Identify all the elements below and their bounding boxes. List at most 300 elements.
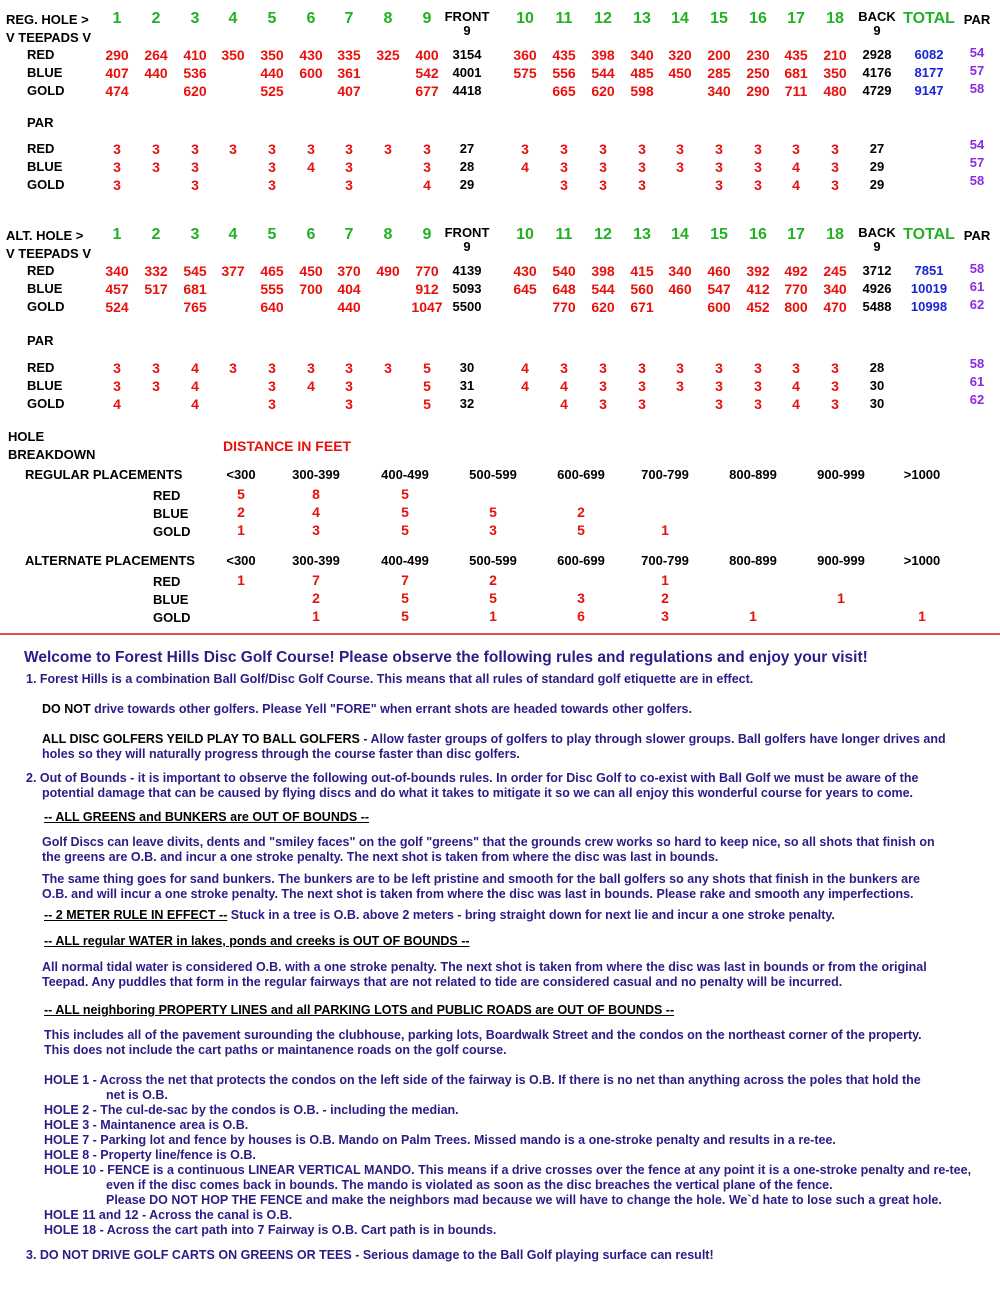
distance-cell: 415 — [630, 263, 654, 279]
count-cell: 4 — [312, 504, 320, 520]
regular-hole-header: REG. HOLE > — [6, 12, 89, 27]
par-cell: 3 — [754, 177, 762, 193]
distance-cell: 700 — [299, 281, 323, 297]
greens-text-2: the greens are O.B. and incur a one stroke penalty. The next shot is taken from where the disc was last in bounds. — [42, 850, 719, 864]
alternate-placements-label: ALTERNATE PLACEMENTS — [25, 553, 195, 568]
distance-cell: 340 — [630, 47, 654, 63]
range-header: 700-799 — [641, 553, 689, 568]
back-nine-total: 4176 — [862, 65, 892, 80]
distance-cell: 465 — [260, 263, 284, 279]
distance-cell: 600 — [299, 65, 323, 81]
range-header: 600-699 — [557, 467, 605, 482]
par-cell: 3 — [423, 159, 431, 175]
par-cell: 3 — [423, 141, 431, 157]
par-tee-label-red: RED — [27, 360, 55, 375]
hole-number: 16 — [749, 10, 767, 27]
par-cell: 3 — [831, 378, 839, 394]
tee-label-gold: GOLD — [27, 299, 65, 314]
par-cell: 3 — [831, 141, 839, 157]
hole-1-rule-cont: net is O.B. — [106, 1088, 168, 1102]
distance-cell: 681 — [784, 65, 808, 81]
tee-label-red: RED — [27, 47, 55, 62]
count-cell: 2 — [312, 590, 320, 606]
distance-cell: 250 — [746, 65, 770, 81]
grand-total: 8177 — [914, 65, 944, 80]
front-nine-total: 5093 — [452, 281, 482, 296]
alternate-teepads-header: V TEEPADS V — [6, 246, 92, 261]
range-header: 500-599 — [469, 467, 517, 482]
count-cell: 5 — [489, 504, 497, 520]
distance-cell: 645 — [513, 281, 537, 297]
distance-cell: 340 — [668, 263, 692, 279]
par-cell: 3 — [715, 378, 723, 394]
distance-cell: 340 — [823, 281, 847, 297]
count-cell: 5 — [401, 590, 409, 606]
par-cell: 3 — [345, 360, 353, 376]
par-cell: 3 — [113, 360, 121, 376]
hole-2-rule: HOLE 2 - The cul-de-sac by the condos is O.B. - including the median. — [44, 1103, 459, 1117]
distance-cell: 770 — [552, 299, 576, 315]
par-cell: 3 — [152, 378, 160, 394]
par-cell: 3 — [638, 378, 646, 394]
par-cell: 4 — [191, 396, 199, 412]
par-cell: 3 — [191, 177, 199, 193]
count-cell: 2 — [489, 572, 497, 588]
hole-number: 16 — [749, 226, 767, 243]
par-cell: 3 — [345, 159, 353, 175]
par-cell: 5 — [423, 396, 431, 412]
par-cell: 3 — [560, 177, 568, 193]
distance-cell: 544 — [591, 281, 615, 297]
count-cell: 1 — [312, 608, 320, 624]
hole-number: 1 — [112, 10, 122, 27]
meter-heading: -- 2 METER RULE IN EFFECT -- — [44, 908, 228, 922]
distance-cell: 361 — [337, 65, 361, 81]
par-cell: 3 — [715, 396, 723, 412]
par-cell: 3 — [345, 141, 353, 157]
count-cell: 7 — [312, 572, 320, 588]
hole-number: 10 — [516, 226, 534, 243]
par-cell: 4 — [191, 378, 199, 394]
par-course-total: 58 — [969, 356, 985, 371]
par-cell: 4 — [792, 177, 800, 193]
par-back-total: 29 — [869, 177, 885, 192]
par-cell: 4 — [792, 378, 800, 394]
count-cell: 5 — [577, 522, 585, 538]
distance-cell: 404 — [337, 281, 361, 297]
par-cell: 3 — [831, 396, 839, 412]
distance-cell: 681 — [183, 281, 207, 297]
count-cell: 5 — [401, 504, 409, 520]
regular-tee-gold: GOLD — [153, 524, 191, 539]
par-cell: 3 — [638, 396, 646, 412]
hole-number: 1 — [112, 226, 122, 243]
hole-18-rule: HOLE 18 - Across the cart path into 7 Fairway is O.B. Cart path is in bounds. — [44, 1223, 497, 1237]
water-heading: -- ALL regular WATER in lakes, ponds and creeks is OUT OF BOUNDS -- — [44, 934, 470, 948]
grand-total: 7851 — [914, 263, 944, 278]
tee-label-red: RED — [27, 263, 55, 278]
range-header: >1000 — [903, 553, 941, 568]
par-cell: 3 — [599, 378, 607, 394]
par-course-total: 61 — [969, 374, 985, 389]
distance-cell: 711 — [784, 83, 808, 99]
hole-11-12-rule: HOLE 11 and 12 - Across the canal is O.B. — [44, 1208, 293, 1222]
par-cell: 3 — [599, 141, 607, 157]
regular-tee-red: RED — [153, 488, 181, 503]
count-cell: 3 — [312, 522, 320, 538]
distance-cell: 560 — [630, 281, 654, 297]
rule-2: 2. Out of Bounds - it is important to observe the following out-of-bounds rules. In order for Disc Golf to co-exist with Ball Golf we must be aware of the — [26, 771, 919, 785]
distance-cell: 435 — [552, 47, 576, 63]
grand-total: 10998 — [910, 299, 948, 314]
par-cell: 3 — [638, 360, 646, 376]
range-header: 600-699 — [557, 553, 605, 568]
back-nine-header: BACK — [858, 9, 896, 24]
alternate-hole-header: ALT. HOLE > — [6, 228, 84, 243]
hole-number: 4 — [228, 226, 238, 243]
front-nine-total: 4139 — [452, 263, 482, 278]
par-cell: 3 — [715, 177, 723, 193]
hole-number: 11 — [555, 226, 573, 243]
distance-cell: 410 — [183, 47, 207, 63]
par-cell: 4 — [307, 378, 315, 394]
rule-1b-lead: ALL DISC GOLFERS YEILD PLAY TO BALL GOLFERS — [42, 732, 360, 746]
distance-cell: 430 — [299, 47, 323, 63]
distance-cell: 350 — [221, 47, 245, 63]
water-text-2: Teepad. Any puddles that form in the regular fairways that are not related to tide are considered casual and no penalty will be incurred. — [42, 975, 843, 989]
distance-cell: 398 — [591, 263, 615, 279]
alternate-tee-blue: BLUE — [153, 592, 189, 607]
par-cell: 3 — [754, 396, 762, 412]
par-cell: 3 — [676, 360, 684, 376]
front-nine-total: 4001 — [452, 65, 482, 80]
par-cell: 5 — [423, 360, 431, 376]
par-cell: 3 — [113, 159, 121, 175]
range-header: 300-399 — [292, 467, 340, 482]
par-cell: 3 — [384, 360, 392, 376]
distance-cell: 350 — [260, 47, 284, 63]
breakdown-title: HOLE — [8, 429, 45, 444]
hole-number: 14 — [671, 226, 689, 243]
par-cell: 4 — [560, 396, 568, 412]
hole-number: 6 — [306, 10, 316, 27]
par-cell: 3 — [268, 396, 276, 412]
rule-1a-text: drive towards other golfers. Please Yell "FORE" when errant shots are headed towards other golfers. — [90, 702, 692, 716]
rule-2-cont: potential damage that can be caused by flying discs and do what it takes to mitigate it so we can all enjoy this wonderful course for years to come. — [42, 786, 914, 800]
tee-label-blue: BLUE — [27, 281, 63, 296]
distance-cell: 407 — [105, 65, 129, 81]
par-back-total: 27 — [869, 141, 885, 156]
par-cell: 3 — [754, 360, 762, 376]
par-cell: 3 — [599, 159, 607, 175]
front-nine-header: FRONT — [444, 9, 490, 24]
hole-number: 13 — [633, 226, 651, 243]
distance-cell: 620 — [591, 83, 615, 99]
front-nine-header-num: 9 — [463, 239, 471, 254]
par-cell: 3 — [715, 159, 723, 175]
par-course-total: 54 — [969, 137, 985, 152]
total-header: TOTAL — [903, 10, 955, 27]
par-cell: 3 — [191, 159, 199, 175]
distance-cell: 542 — [415, 65, 439, 81]
par-course-total: 62 — [969, 392, 985, 407]
par-cell: 4 — [521, 360, 529, 376]
course-par: 58 — [969, 81, 985, 96]
hole-number: 7 — [344, 10, 354, 27]
distance-cell: 620 — [183, 83, 207, 99]
front-nine-total: 4418 — [452, 83, 482, 98]
distance-cell: 517 — [144, 281, 168, 297]
distance-cell: 640 — [260, 299, 284, 315]
water-text-1: All normal tidal water is considered O.B. with a one stroke penalty. The next shot is taken from where the disc was last in bounds or from the original — [42, 960, 927, 974]
distance-cell: 360 — [513, 47, 537, 63]
distance-cell: 600 — [707, 299, 731, 315]
alternate-par-label: PAR — [27, 333, 54, 348]
course-par: 57 — [969, 63, 985, 78]
count-cell: 1 — [918, 608, 926, 624]
hole-number: 2 — [151, 226, 161, 243]
par-cell: 4 — [560, 378, 568, 394]
hole-number: 9 — [422, 226, 432, 243]
distance-cell: 430 — [513, 263, 537, 279]
hole-number: 12 — [594, 10, 612, 27]
par-tee-label-red: RED — [27, 141, 55, 156]
par-cell: 3 — [754, 159, 762, 175]
distance-cell: 671 — [630, 299, 654, 315]
distance-cell: 545 — [183, 263, 207, 279]
back-nine-total: 3712 — [862, 263, 892, 278]
par-cell: 3 — [113, 141, 121, 157]
count-cell: 1 — [237, 572, 245, 588]
count-cell: 3 — [661, 608, 669, 624]
hole-10-rule-cont-2: Please DO NOT HOP THE FENCE and make the neighbors mad because we will have to change the hole. We`d hate to lose such a great hole. — [106, 1193, 942, 1207]
hole-10-rule: HOLE 10 - FENCE is a continuous LINEAR VERTICAL MANDO. This means if a drive crosses over the fence at any point it is a one-stroke penalty and re-tee, — [44, 1163, 972, 1177]
range-header: 400-499 — [381, 467, 429, 482]
par-front-total: 28 — [459, 159, 475, 174]
distance-cell: 460 — [707, 263, 731, 279]
par-cell: 4 — [423, 177, 431, 193]
count-cell: 5 — [237, 486, 245, 502]
par-cell: 4 — [307, 159, 315, 175]
count-cell: 5 — [401, 486, 409, 502]
par-cell: 3 — [599, 396, 607, 412]
greens-heading: -- ALL GREENS and BUNKERS are OUT OF BOUNDS -- — [44, 810, 370, 824]
hole-1-rule: HOLE 1 - Across the net that protects the condos on the left side of the fairway is O.B. If there is no net than anything across the poles that hold the — [44, 1073, 921, 1087]
count-cell: 2 — [661, 590, 669, 606]
property-text-1: This includes all of the pavement surounding the clubhouse, parking lots, Boardwalk Street and the condos on the northeast corner of the property. — [44, 1028, 922, 1042]
par-cell: 3 — [676, 141, 684, 157]
course-par: 61 — [969, 279, 985, 294]
par-front-total: 32 — [459, 396, 475, 411]
par-cell: 3 — [831, 159, 839, 175]
par-cell: 3 — [307, 360, 315, 376]
par-cell: 3 — [268, 378, 276, 394]
par-cell: 3 — [384, 141, 392, 157]
alternate-tee-gold: GOLD — [153, 610, 191, 625]
distance-cell: 435 — [784, 47, 808, 63]
hole-number: 2 — [151, 10, 161, 27]
distance-cell: 525 — [260, 83, 284, 99]
rule-1a — [42, 703, 692, 716]
divider — [0, 633, 1000, 635]
par-cell: 3 — [345, 378, 353, 394]
distance-cell: 770 — [415, 263, 439, 279]
distance-cell: 540 — [552, 263, 576, 279]
par-cell: 3 — [638, 177, 646, 193]
par-cell: 3 — [715, 141, 723, 157]
distance-cell: 264 — [144, 47, 168, 63]
hole-7-rule: HOLE 7 - Parking lot and fence by houses is O.B. Mando on Palm Trees. Missed mando is a one-stroke penalty and results in a re-tee. — [44, 1133, 836, 1147]
distance-cell: 598 — [630, 83, 654, 99]
front-nine-header: FRONT — [444, 225, 490, 240]
hole-number: 8 — [383, 226, 393, 243]
hole-number: 15 — [710, 226, 728, 243]
tee-label-blue: BLUE — [27, 65, 63, 80]
distance-cell: 398 — [591, 47, 615, 63]
regular-placements-label: REGULAR PLACEMENTS — [25, 467, 183, 482]
distance-cell: 350 — [823, 65, 847, 81]
par-course-total: 57 — [969, 155, 985, 170]
par-cell: 3 — [191, 141, 199, 157]
distance-cell: 485 — [630, 65, 654, 81]
par-cell: 3 — [229, 360, 237, 376]
distance-cell: 335 — [337, 47, 361, 63]
par-cell: 3 — [792, 360, 800, 376]
hole-number: 15 — [710, 10, 728, 27]
back-nine-header-num: 9 — [873, 239, 881, 254]
distance-cell: 480 — [823, 83, 847, 99]
distance-cell: 440 — [260, 65, 284, 81]
par-cell: 4 — [521, 378, 529, 394]
par-cell: 3 — [307, 141, 315, 157]
par-back-total: 28 — [869, 360, 885, 375]
par-front-total: 27 — [459, 141, 475, 156]
par-cell: 3 — [754, 378, 762, 394]
distance-cell: 452 — [746, 299, 770, 315]
hole-number: 5 — [267, 10, 277, 27]
distance-cell: 290 — [105, 47, 129, 63]
distance-cell: 490 — [376, 263, 400, 279]
par-cell: 4 — [191, 360, 199, 376]
distance-cell: 332 — [144, 263, 168, 279]
course-par: 62 — [969, 297, 985, 312]
par-cell: 3 — [268, 360, 276, 376]
distance-cell: 556 — [552, 65, 576, 81]
hole-number: 8 — [383, 10, 393, 27]
back-nine-total: 4926 — [862, 281, 892, 296]
distance-cell: 450 — [668, 65, 692, 81]
count-cell: 1 — [661, 572, 669, 588]
count-cell: 1 — [661, 522, 669, 538]
tee-label-gold: GOLD — [27, 83, 65, 98]
distance-cell: 620 — [591, 299, 615, 315]
par-cell: 3 — [229, 141, 237, 157]
range-header: <300 — [226, 467, 256, 482]
count-cell: 5 — [401, 608, 409, 624]
distance-cell: 285 — [707, 65, 731, 81]
distance-cell: 470 — [823, 299, 847, 315]
par-cell: 3 — [152, 159, 160, 175]
welcome-heading: Welcome to Forest Hills Disc Golf Course! Please observe the following rules and regulations and enjoy your visit! — [24, 649, 868, 666]
par-cell: 3 — [792, 141, 800, 157]
distance-cell: 460 — [668, 281, 692, 297]
distance-cell: 648 — [552, 281, 576, 297]
hole-number: 9 — [422, 10, 432, 27]
count-cell: 8 — [312, 486, 320, 502]
par-front-total: 31 — [459, 378, 475, 393]
regular-teepads-header: V TEEPADS V — [6, 30, 92, 45]
par-cell: 3 — [676, 159, 684, 175]
rule-1a-lead: DO NOT — [42, 702, 91, 716]
grand-total: 9147 — [914, 83, 944, 98]
distance-cell: 340 — [707, 83, 731, 99]
distance-cell: 524 — [105, 299, 129, 315]
count-cell: 3 — [577, 590, 585, 606]
distance-cell: 392 — [746, 263, 770, 279]
par-cell: 3 — [152, 141, 160, 157]
distance-cell: 665 — [552, 83, 576, 99]
par-cell: 3 — [831, 360, 839, 376]
total-header: TOTAL — [903, 226, 955, 243]
back-nine-total: 2928 — [862, 47, 892, 62]
hole-number: 11 — [555, 10, 573, 27]
par-cell: 3 — [345, 396, 353, 412]
distance-cell: 290 — [746, 83, 770, 99]
par-cell: 5 — [423, 378, 431, 394]
count-cell: 2 — [577, 504, 585, 520]
hole-number: 18 — [826, 226, 844, 243]
distance-cell: 765 — [183, 299, 207, 315]
par-cell: 3 — [599, 360, 607, 376]
par-cell: 3 — [113, 378, 121, 394]
par-cell: 3 — [638, 141, 646, 157]
par-cell: 4 — [792, 159, 800, 175]
hole-number: 17 — [787, 10, 805, 27]
count-cell: 3 — [489, 522, 497, 538]
par-cell: 3 — [560, 141, 568, 157]
range-header: 700-799 — [641, 467, 689, 482]
distance-cell: 1047 — [411, 299, 443, 315]
par-cell: 3 — [754, 141, 762, 157]
range-header: <300 — [226, 553, 256, 568]
rule-3: 3. DO NOT DRIVE GOLF CARTS ON GREENS OR TEES - Serious damage to the Ball Golf playing surface can result! — [26, 1248, 714, 1262]
distance-cell: 770 — [784, 281, 808, 297]
par-cell: 3 — [268, 141, 276, 157]
distance-cell: 440 — [144, 65, 168, 81]
course-par: 58 — [969, 261, 985, 276]
par-tee-label-blue: BLUE — [27, 159, 63, 174]
count-cell: 5 — [401, 522, 409, 538]
distance-cell: 377 — [221, 263, 245, 279]
par-front-total: 30 — [459, 360, 475, 375]
rule-1: 1. Forest Hills is a combination Ball Golf/Disc Golf Course. This means that all rules of standard golf etiquette are in effect. — [26, 672, 754, 686]
hole-number: 4 — [228, 10, 238, 27]
par-cell: 3 — [599, 177, 607, 193]
hole-number: 18 — [826, 10, 844, 27]
rule-1b — [42, 733, 946, 746]
par-cell: 4 — [113, 396, 121, 412]
back-nine-header-num: 9 — [873, 23, 881, 38]
par-cell: 3 — [638, 159, 646, 175]
hole-8-rule: HOLE 8 - Property line/fence is O.B. — [44, 1148, 256, 1162]
distance-cell: 320 — [668, 47, 692, 63]
hole-number: 13 — [633, 10, 651, 27]
distance-cell: 210 — [823, 47, 847, 63]
hole-number: 12 — [594, 226, 612, 243]
hole-number: 17 — [787, 226, 805, 243]
grand-total: 10019 — [910, 281, 948, 296]
par-cell: 3 — [560, 159, 568, 175]
